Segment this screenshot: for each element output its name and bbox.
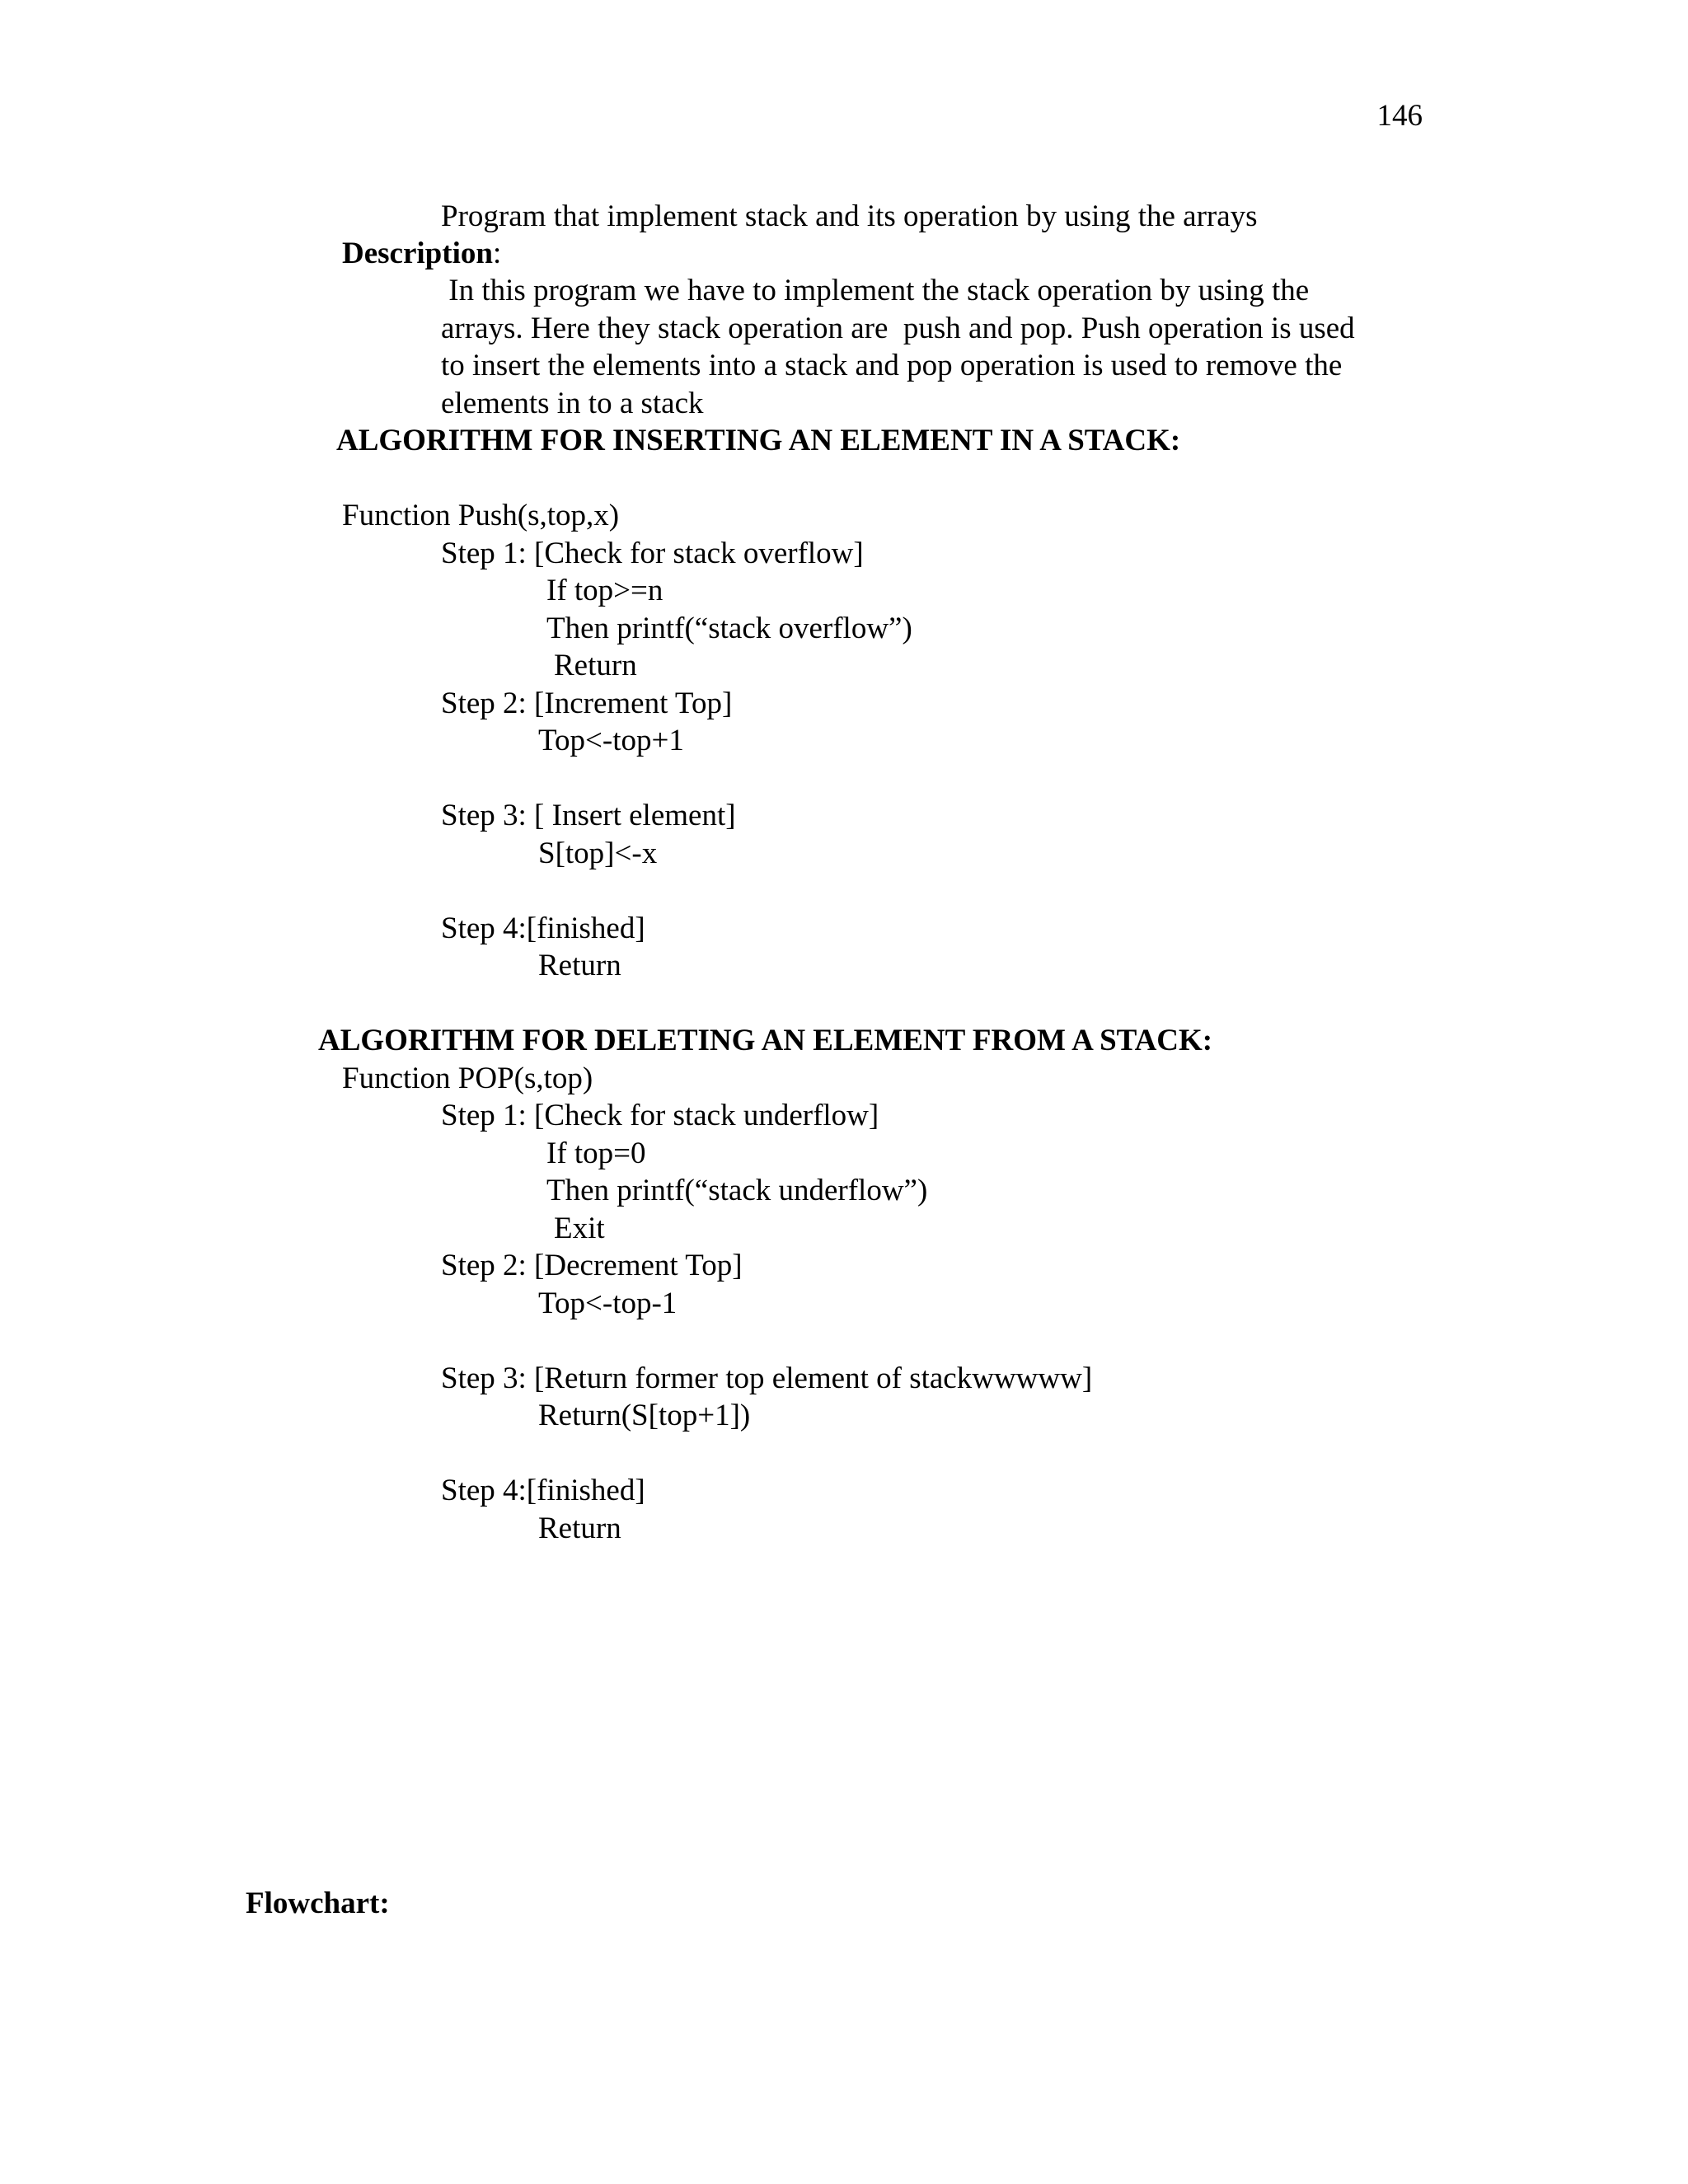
pop-step1-label: Step 1: [Check for stack underflow] [441, 1099, 879, 1132]
description-label: Description [342, 237, 493, 270]
pop-step2-line: Top<-top-1 [538, 1286, 678, 1320]
push-step1-line: Then printf(“stack overflow”) [546, 612, 912, 645]
push-step3-label: Step 3: [ Insert element] [441, 799, 736, 832]
push-function-signature: Function Push(s,top,x) [342, 499, 620, 532]
push-step2-line: Top<-top+1 [538, 724, 684, 757]
pop-step3-label: Step 3: [Return former top element of stackwwwww] [441, 1361, 1093, 1395]
push-step3-line: S[top]<-x [538, 837, 658, 870]
description-line: In this program we have to implement the stack operation by using the [441, 274, 1310, 307]
push-step1-line: If top>=n [546, 574, 663, 607]
push-step1-label: Step 1: [Check for stack overflow] [441, 537, 864, 570]
description-label-colon: : [492, 237, 502, 270]
pop-step3-line: Return(S[top+1]) [538, 1399, 751, 1432]
description-line: elements in to a stack [441, 387, 704, 420]
program-title: Program that implement stack and its operation by using the arrays [441, 199, 1258, 233]
flowchart-label: Flowchart: [246, 1886, 390, 1920]
push-step2-label: Step 2: [Increment Top] [441, 687, 733, 720]
pop-step1-line: Then printf(“stack underflow”) [546, 1174, 928, 1207]
pop-step4-line: Return [538, 1511, 621, 1545]
pop-step2-label: Step 2: [Decrement Top] [441, 1249, 743, 1282]
pop-step1-line: If top=0 [546, 1137, 646, 1170]
description-heading [342, 235, 501, 273]
push-step4-line: Return [538, 949, 621, 982]
pop-step4-label: Step 4:[finished] [441, 1474, 645, 1507]
description-line: to insert the elements into a stack and pop operation is used to remove the [441, 349, 1343, 382]
push-step1-line: Return [554, 649, 637, 682]
push-step4-label: Step 4:[finished] [441, 912, 645, 945]
pop-function-signature: Function POP(s,top) [342, 1062, 593, 1095]
page-number: 146 [1376, 99, 1423, 133]
pop-algorithm-heading: ALGORITHM FOR DELETING AN ELEMENT FROM A STACK: [318, 1024, 1213, 1057]
pop-step1-line: Exit [554, 1212, 605, 1245]
push-algorithm-heading: ALGORITHM FOR INSERTING AN ELEMENT IN A STACK: [336, 424, 1181, 457]
description-line: arrays. Here they stack operation are push and pop. Push operation is used [441, 312, 1355, 345]
